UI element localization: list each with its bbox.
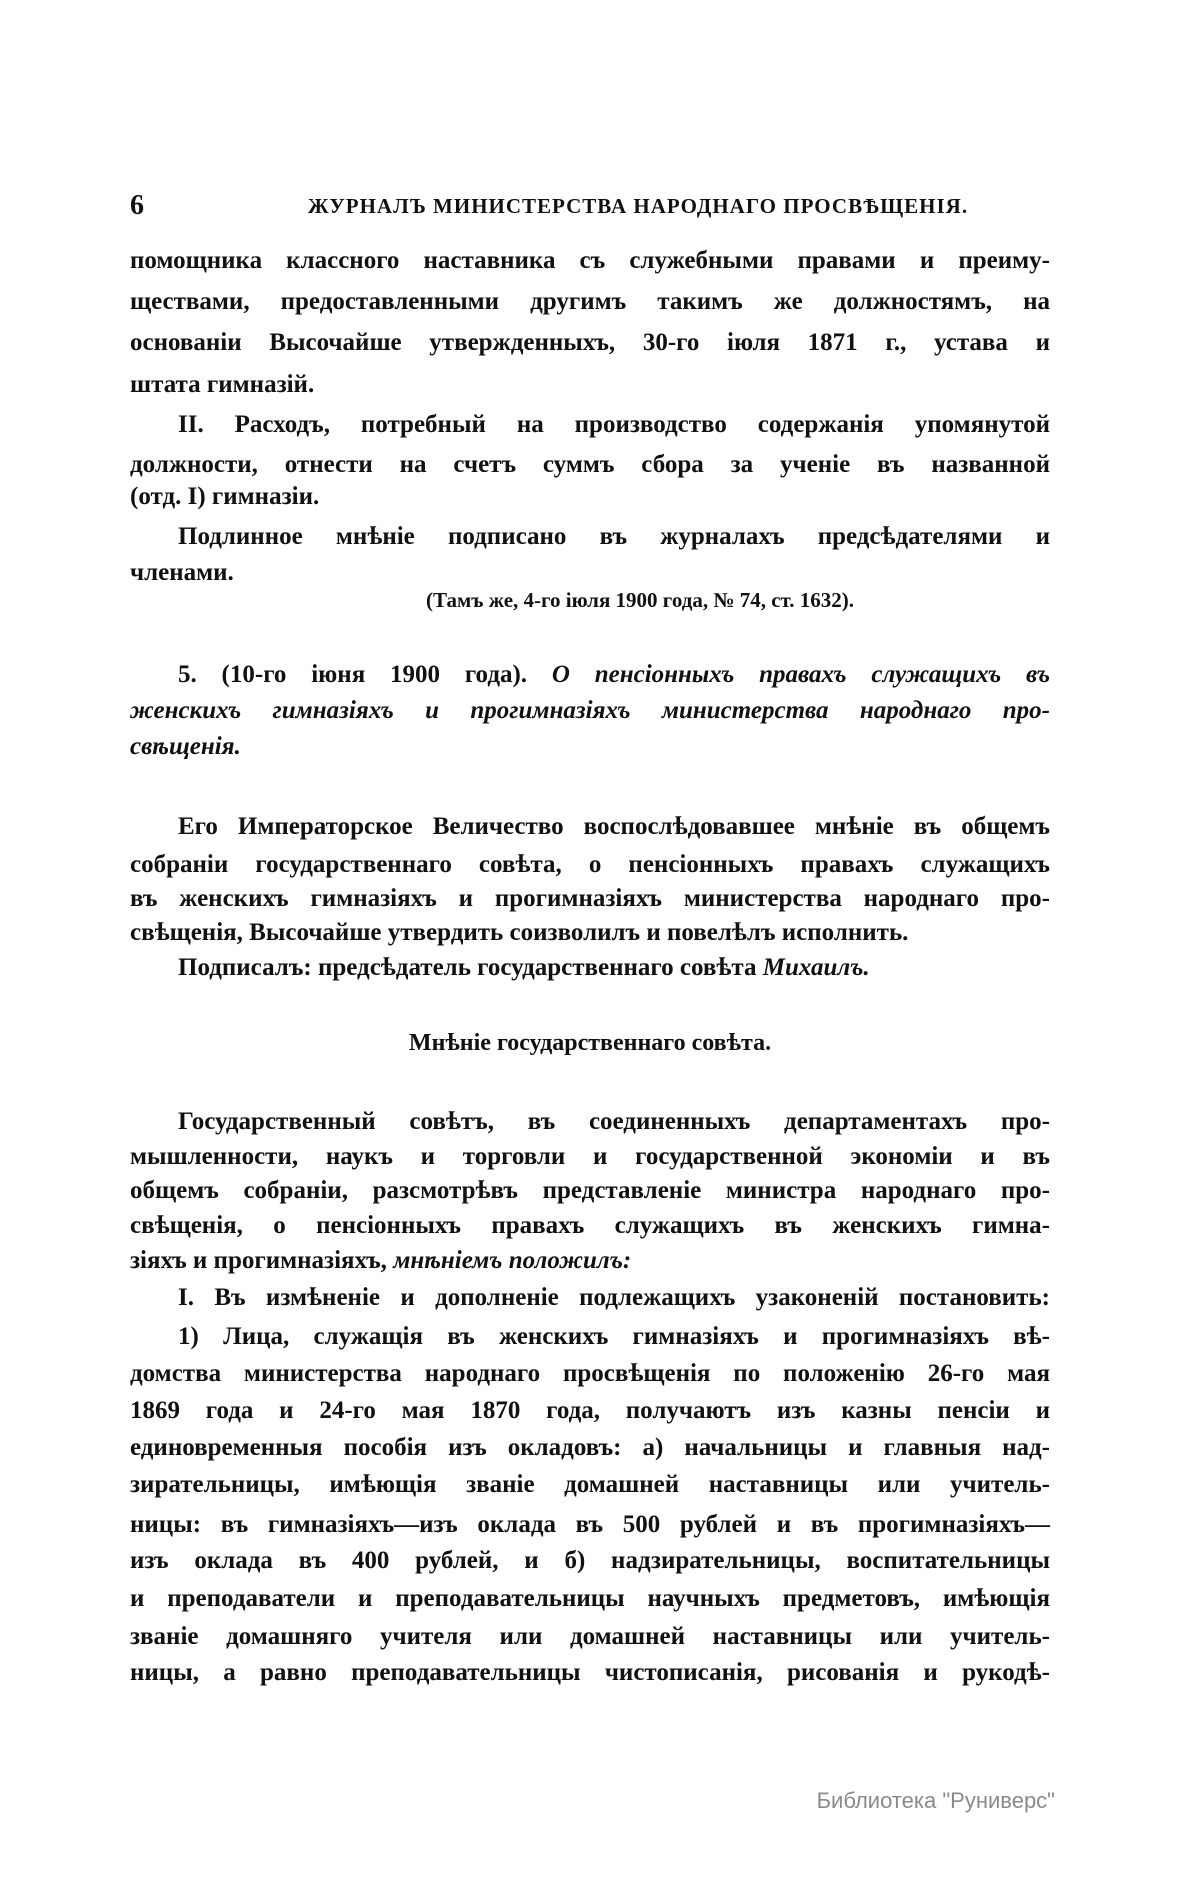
text-segment: зіяхъ и прогимназіяхъ, xyxy=(130,1247,394,1274)
text-segment: I. Въ измѣненіе и дополненіе подлежащихъ узаконеній постановить: xyxy=(178,1284,1050,1311)
text-line xyxy=(178,410,1050,440)
page-number: 6 xyxy=(130,190,144,221)
text-segment: помощника классного наставника съ служебными правами и преиму- xyxy=(130,247,1050,274)
source-reference: (Тамъ же, 4-го іюля 1900 года, № 74, ст. 1632). xyxy=(426,588,854,612)
text-segment: Государственный совѣтъ, въ соединенныхъ департаментахъ про- xyxy=(178,1108,1050,1135)
text-line xyxy=(130,1246,1050,1276)
section-heading: Мнѣніе государственнаго совѣта. xyxy=(408,1030,772,1056)
text-line xyxy=(130,482,1050,512)
text-line xyxy=(130,1546,1050,1576)
text-segment: въ женскихъ гимназіяхъ и прогимназіяхъ министерства народнаго про- xyxy=(130,885,1050,912)
text-line xyxy=(130,850,1050,880)
text-segment: ществами, предоставленными другимъ такимъ же должностямъ, на xyxy=(130,288,1050,315)
text-segment: основаніи Высочайше утвержденныхъ, 30-го іюля 1871 г., устава и xyxy=(130,329,1050,356)
text-line xyxy=(130,1510,1050,1540)
text-line xyxy=(130,1176,1050,1206)
text-segment: домства министерства народнаго просвѣщенія по положенію 26-го мая xyxy=(130,1360,1050,1387)
italic-text: свѣщенія. xyxy=(130,733,241,760)
text-line xyxy=(130,1433,1050,1463)
text-line xyxy=(130,1142,1050,1172)
text-line xyxy=(178,953,1050,983)
text-segment: Его Императорское Величество воспослѣдовавшее мнѣніе въ общемъ xyxy=(178,813,1050,840)
text-segment: штата гимназій. xyxy=(130,371,315,398)
text-line xyxy=(178,522,1050,552)
text-line xyxy=(130,558,1050,588)
text-line xyxy=(178,1107,1050,1137)
text-segment: званіе домашняго учителя или домашней наставницы или учитель- xyxy=(130,1623,1050,1650)
text-segment: общемъ собраніи, разсмотрѣвъ представленіе министра народнаго про- xyxy=(130,1177,1050,1204)
text-segment: мышленности, наукъ и торговли и государственной экономіи и въ xyxy=(130,1143,1050,1170)
italic-text: О пенсіонныхъ правахъ служащихъ въ xyxy=(551,661,1051,688)
italic-text: женскихъ гимназіяхъ и прогимназіяхъ министерства народнаго про- xyxy=(130,697,1050,724)
text-segment: изъ оклада въ 400 рублей, и б) надзирательницы, воспитательницы xyxy=(130,1547,1050,1574)
text-line xyxy=(130,696,1050,726)
text-line xyxy=(130,450,1050,480)
text-segment: ницы, а равно преподавательницы чистописанія, рисованія и рукодѣ- xyxy=(130,1659,1050,1686)
text-segment: (отд. I) гимназіи. xyxy=(130,483,320,510)
text-line xyxy=(130,1622,1050,1652)
text-segment: Подписалъ: предсѣдатель государственнаго совѣта xyxy=(178,954,763,981)
text-segment: единовременныя пособія изъ окладовъ: а) начальницы и главныя над- xyxy=(130,1434,1050,1461)
text-segment: свѣщенія, о пенсіонныхъ правахъ служащихъ въ женскихъ гимна- xyxy=(130,1212,1050,1239)
text-line xyxy=(130,732,1050,762)
text-segment: зирательницы, имѣющія званіе домашней наставницы или учитель- xyxy=(130,1471,1050,1498)
text-line xyxy=(130,918,1050,948)
text-line xyxy=(130,1211,1050,1241)
text-line xyxy=(178,1322,1050,1352)
text-line xyxy=(130,1470,1050,1500)
text-line xyxy=(130,1396,1050,1426)
text-segment: свѣщенія, Высочайше утвердить соизволилъ и повелѣлъ исполнить. xyxy=(130,919,909,946)
library-watermark: Библиотека "Руниверс" xyxy=(816,1788,1055,1813)
running-header xyxy=(130,190,1050,224)
text-segment: членами. xyxy=(130,559,234,586)
text-line xyxy=(178,1283,1050,1313)
text-segment: Подлинное мнѣніе подписано въ журналахъ предсѣдателями и xyxy=(178,523,1050,550)
text-line xyxy=(130,287,1050,317)
running-title: ЖУРНАЛЪ МИНИСТЕРСТВА НАРОДНАГО ПРОСВѢЩЕНІЯ. xyxy=(307,194,969,218)
italic-text: Михаилъ. xyxy=(762,954,870,981)
text-segment: собраніи государственнаго совѣта, о пенсіонныхъ правахъ служащихъ xyxy=(130,851,1050,878)
text-segment: 1869 года и 24-го мая 1870 года, получаютъ изъ казны пенсіи и xyxy=(130,1397,1050,1424)
text-segment: ницы: въ гимназіяхъ—изъ оклада въ 500 рублей и въ прогимназіяхъ— xyxy=(130,1511,1050,1538)
text-segment: и преподаватели и преподавательницы научныхъ предметовъ, имѣющія xyxy=(130,1585,1050,1612)
text-line xyxy=(130,246,1050,276)
text-line xyxy=(130,1584,1050,1614)
text-line xyxy=(130,884,1050,914)
text-line xyxy=(130,328,1050,358)
text-segment: II. Расходъ, потребный на производство содержанія упомянутой xyxy=(178,411,1050,438)
text-line xyxy=(130,1359,1050,1389)
text-line xyxy=(130,1658,1050,1688)
text-segment: должности, отнести на счетъ суммъ сбора за ученіе въ названной xyxy=(130,451,1050,478)
text-line xyxy=(178,660,1050,690)
text-segment: 1) Лица, служащія въ женскихъ гимназіяхъ и прогимназіяхъ вѣ- xyxy=(178,1323,1050,1350)
italic-text: мнѣніемъ положилъ: xyxy=(393,1247,632,1274)
text-line xyxy=(130,370,1050,400)
text-line xyxy=(178,812,1050,842)
text-segment: 5. (10-го іюня 1900 года). xyxy=(178,661,552,688)
